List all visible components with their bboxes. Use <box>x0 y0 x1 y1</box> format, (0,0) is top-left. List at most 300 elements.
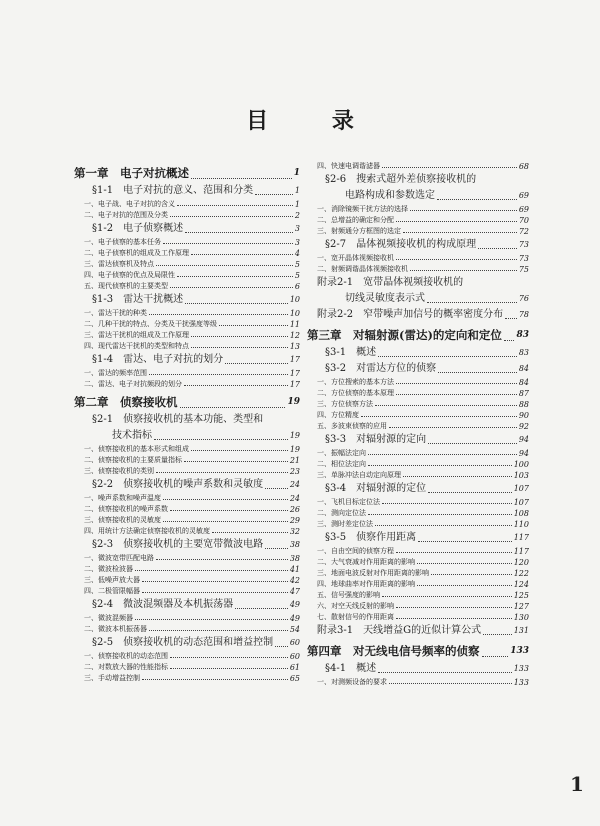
toc-entry-page: 26 <box>289 505 300 514</box>
toc-entry-title: 四、现代雷达干扰机的类型和特点 <box>84 342 189 350</box>
toc-entry-page: 23 <box>289 467 300 476</box>
dot-leader <box>396 383 517 384</box>
toc-entry-page: 13 <box>289 342 300 351</box>
toc-entry-item <box>307 546 529 557</box>
toc-entry-page: 73 <box>518 240 529 249</box>
toc-entry-sec <box>307 432 529 448</box>
toc-entry-item <box>307 497 529 508</box>
toc-entry-title: 一、侦察接收机的动态范围 <box>84 652 168 660</box>
toc-entry-item <box>74 379 300 390</box>
toc-entry-sec <box>307 361 529 377</box>
dot-leader <box>177 205 293 206</box>
dot-leader <box>170 668 288 669</box>
dot-leader <box>482 656 509 657</box>
toc-entry-item <box>74 308 300 319</box>
toc-entry-page: 49 <box>289 600 300 609</box>
toc-entry-page: 76 <box>518 294 529 303</box>
dot-leader <box>368 514 512 515</box>
toc-entry-page: 5 <box>294 260 300 269</box>
dot-leader <box>505 318 517 319</box>
dot-leader <box>504 340 515 341</box>
toc-entry-title: §1-3 雷达干扰概述 <box>92 294 184 305</box>
toc-entry-title: 二、电子侦察机的组成及工作原理 <box>84 249 189 257</box>
dot-leader <box>418 541 512 542</box>
toc-entry-item <box>307 388 529 399</box>
toc-entry-page: 133 <box>513 664 529 673</box>
toc-entry-title: 一、消除镜频干扰方法的选择 <box>317 205 408 213</box>
toc-entry-title: 三、手动增益控制 <box>84 674 140 682</box>
toc-entry-page: 60 <box>289 652 300 661</box>
toc-entry-title: §2-4 微波混频器及本机振荡器 <box>92 599 234 610</box>
toc-entry-page: 72 <box>518 227 529 236</box>
toc-entry-item <box>307 579 529 590</box>
toc-entry-title: 三、低噪声放大器 <box>84 576 140 584</box>
toc-entry-title: 附录2-2 窄带噪声加信号的概率密度分布 <box>317 309 504 320</box>
toc-entry-item <box>307 508 529 519</box>
toc-entry-page: 107 <box>513 498 529 507</box>
toc-entry-item <box>74 504 300 515</box>
toc-entry-chap <box>307 641 529 661</box>
toc-entry-sec <box>307 345 529 361</box>
toc-entry-title: §2-2 侦察接收机的噪声系数和灵敏度 <box>92 479 264 490</box>
toc-entry-title: 七、散射信号的作用距离 <box>317 613 394 621</box>
toc-left-column <box>74 161 300 684</box>
toc-entry-chap <box>307 325 529 345</box>
toc-entry-item <box>307 459 529 470</box>
toc-entry-page: 19 <box>289 431 300 440</box>
dot-leader <box>191 336 288 337</box>
dot-leader <box>154 439 288 440</box>
toc-entry-sec <box>74 221 300 237</box>
toc-entry-item <box>74 466 300 477</box>
toc-entry-title: 附录2-1 宽带晶体视频接收机的 <box>317 277 464 288</box>
dot-leader <box>403 232 517 233</box>
toc-entry-page: 24 <box>289 480 300 489</box>
toc-entry-title: 二、微波本机振荡器 <box>84 625 147 633</box>
toc-entry-page: 88 <box>518 400 529 409</box>
toc-entry-item <box>307 448 529 459</box>
toc-entry-cont <box>307 188 529 204</box>
toc-entry-title: 第二章 侦察接收机 <box>74 395 178 409</box>
toc-entry-item <box>74 613 300 624</box>
toc-entry-title: 二、大气衰减对作用距离的影响 <box>317 558 415 566</box>
toc-entry-title: §3-1 概述 <box>325 347 377 358</box>
toc-entry-title: 三、测时差定位法 <box>317 520 373 528</box>
toc-entry-sec <box>74 477 300 493</box>
toc-entry-title: §3-4 对辐射源的定位 <box>325 483 427 494</box>
toc-entry-page: 69 <box>518 205 529 214</box>
toc-entry-sec <box>307 172 529 188</box>
toc-entry-title: 一、微波混频器 <box>84 614 133 622</box>
toc-entry-title: 二、测向定位法 <box>317 509 366 517</box>
toc-entry-item <box>74 237 300 248</box>
toc-entry-page: 1 <box>294 186 300 195</box>
toc-entry-page: 84 <box>518 378 529 387</box>
dot-leader <box>156 265 293 266</box>
toc-entry-page: 47 <box>289 587 300 596</box>
dot-leader <box>428 492 512 493</box>
toc-entry-title: 四、快速电调谐滤器 <box>317 162 380 170</box>
toc-entry-title: 二、几种干扰的特点、分类及干扰强度等级 <box>84 320 217 328</box>
toc-entry-page: 92 <box>518 422 529 431</box>
toc-entry-page: 17 <box>289 369 300 378</box>
toc-entry-title: §2-5 侦察接收机的动态范围和增益控制 <box>92 637 274 648</box>
toc-entry-title: 一、电子侦察的基本任务 <box>84 238 161 246</box>
dot-leader <box>142 581 288 582</box>
toc-entry-item <box>307 590 529 601</box>
dot-leader <box>180 407 286 408</box>
toc-entry-page: 110 <box>513 520 529 529</box>
dot-leader <box>184 385 288 386</box>
toc-entry-title: §3-3 对辐射源的定向 <box>325 434 427 445</box>
toc-entry-title: §4-1 概述 <box>325 663 377 674</box>
toc-entry-sec <box>74 183 300 199</box>
dot-leader <box>185 232 293 233</box>
toc-entry-page: 41 <box>289 565 300 574</box>
toc-entry-title: 三、单脉冲法自动定向原理 <box>317 471 401 479</box>
dot-leader <box>427 302 517 303</box>
toc-entry-page: 122 <box>513 569 529 578</box>
toc-entry-item <box>74 248 300 259</box>
dot-leader <box>149 630 288 631</box>
dot-leader <box>212 532 288 533</box>
toc-entry-page: 133 <box>513 678 529 687</box>
toc-entry-item <box>74 493 300 504</box>
dot-leader <box>184 461 288 462</box>
dot-leader <box>431 574 512 575</box>
toc-entry-page: 10 <box>289 295 300 304</box>
toc-entry-title: 一、方位搜索的基本方法 <box>317 378 394 386</box>
toc-entry-item <box>74 341 300 352</box>
toc-entry-appx <box>307 623 529 639</box>
toc-entry-title: §1-1 电子对抗的意义、范围和分类 <box>92 185 254 196</box>
toc-entry-page: 107 <box>513 484 529 493</box>
toc-entry-sec <box>307 481 529 497</box>
dot-leader <box>191 178 292 179</box>
dot-leader <box>428 443 517 444</box>
toc-entry-item <box>74 515 300 526</box>
dot-leader <box>478 248 517 249</box>
toc-entry-title: 四、用统计方法确定侦察接收机的灵敏度 <box>84 527 210 535</box>
dot-leader <box>235 608 288 609</box>
dot-leader <box>410 270 517 271</box>
toc-entry-item <box>307 399 529 410</box>
toc-entry-title: §2-3 侦察接收机的主要宽带微波电路 <box>92 539 264 550</box>
toc-entry-page: 5 <box>294 271 300 280</box>
dot-leader <box>378 672 512 673</box>
dot-leader <box>265 488 288 489</box>
toc-entry-title: 二、总增益的确定和分配 <box>317 216 394 224</box>
toc-entry-title: 一、侦察接收机的基本形式和组成 <box>84 445 189 453</box>
dot-leader <box>368 454 517 455</box>
toc-entry-page: 65 <box>289 674 300 683</box>
dot-leader <box>156 472 288 473</box>
toc-entry-item <box>307 226 529 237</box>
toc-entry-page: 1 <box>293 168 300 178</box>
dot-leader <box>225 363 288 364</box>
toc-entry-title: §2-6 搜索式超外差侦察接收机的 <box>325 174 477 185</box>
toc-entry-item <box>74 586 300 597</box>
toc-entry-page: 108 <box>513 509 529 518</box>
dot-leader <box>163 499 288 500</box>
toc-entry-sec <box>307 661 529 677</box>
dot-leader <box>361 416 517 417</box>
toc-entry-title: 三、雷达侦察机及特点 <box>84 260 154 268</box>
toc-entry-item <box>307 568 529 579</box>
toc-entry-title: 四、方位精度 <box>317 411 359 419</box>
toc-entry-page: 127 <box>513 602 529 611</box>
toc-entry-title: 三、地面电波反射对作用距离的影响 <box>317 569 429 577</box>
toc-entry-item <box>74 270 300 281</box>
toc-entry-cont <box>307 291 529 307</box>
dot-leader <box>396 552 512 553</box>
toc-entry-page: 68 <box>518 162 529 171</box>
dot-leader <box>417 585 512 586</box>
toc-entry-title: 一、振幅法定向 <box>317 449 366 457</box>
dot-leader <box>163 521 288 522</box>
toc-entry-title: 一、噪声系数和噪声温度 <box>84 494 161 502</box>
toc-entry-title: 技术指标 <box>112 430 152 441</box>
toc-entry-page: 17 <box>289 355 300 364</box>
dot-leader <box>255 194 293 195</box>
dot-leader <box>163 243 293 244</box>
toc-entry-title: 三、侦察接收机的类别 <box>84 467 154 475</box>
dot-leader <box>191 347 288 348</box>
toc-entry-title: 三、方位侦察方法 <box>317 400 373 408</box>
toc-entry-title: 二、雷达、电子对抗频段的划分 <box>84 380 182 388</box>
toc-entry-sec <box>307 530 529 546</box>
dot-leader <box>410 210 517 211</box>
toc-entry-item <box>307 377 529 388</box>
toc-entry-page: 12 <box>289 331 300 340</box>
toc-entry-title: 四、二极管限幅器 <box>84 587 140 595</box>
toc-entry-page: 90 <box>518 411 529 420</box>
toc-entry-item <box>74 651 300 662</box>
toc-entry-appx <box>307 275 529 291</box>
toc-entry-title: 五、现代侦察机的主要类型 <box>84 282 168 290</box>
toc-entry-page: 60 <box>289 638 300 647</box>
toc-entry-title: 二、微波检波器 <box>84 565 133 573</box>
dot-leader <box>265 548 288 549</box>
dot-leader <box>142 592 288 593</box>
page-title: 目 录 <box>246 108 382 134</box>
toc-entry-page: 125 <box>513 591 529 600</box>
dot-leader <box>149 314 288 315</box>
dot-leader <box>396 221 517 222</box>
toc-entry-item <box>307 557 529 568</box>
dot-leader <box>375 405 517 406</box>
dot-leader <box>185 303 288 304</box>
toc-entry-item <box>74 210 300 221</box>
toc-entry-page: 117 <box>513 547 529 556</box>
toc-entry-page: 94 <box>518 435 529 444</box>
toc-entry-item <box>307 612 529 623</box>
toc-entry-page: 130 <box>513 613 529 622</box>
toc-entry-page: 54 <box>289 625 300 634</box>
toc-right-column <box>307 161 529 688</box>
toc-entry-item <box>74 526 300 537</box>
toc-entry-title: §2-7 晶体视频接收机的构成原理 <box>325 239 477 250</box>
toc-entry-title: 电路构成和参数选定 <box>345 190 435 201</box>
toc-entry-item <box>307 410 529 421</box>
dot-leader <box>170 510 288 511</box>
toc-entry-page: 21 <box>289 456 300 465</box>
dot-leader <box>142 679 288 680</box>
dot-leader <box>177 276 293 277</box>
toc-entry-chap <box>74 163 300 183</box>
toc-entry-item <box>74 199 300 210</box>
toc-entry-item <box>307 264 529 275</box>
toc-entry-appx <box>307 307 529 323</box>
toc-entry-title: 六、对空天线反射的影响 <box>317 602 394 610</box>
toc-entry-item <box>307 253 529 264</box>
toc-entry-title: 五、信号强度的影响 <box>317 591 380 599</box>
toc-entry-title: 一、飞机目标定位法 <box>317 498 380 506</box>
toc-entry-item <box>307 161 529 172</box>
toc-entry-page: 11 <box>289 320 300 329</box>
toc-entry-page: 6 <box>294 282 300 291</box>
dot-leader <box>135 619 288 620</box>
toc-entry-item <box>74 662 300 673</box>
toc-entry-title: 三、射频通分方框图的选定 <box>317 227 401 235</box>
toc-entry-item <box>74 259 300 270</box>
dot-leader <box>483 634 512 635</box>
toc-entry-chap <box>74 392 300 412</box>
toc-entry-page: 29 <box>289 516 300 525</box>
toc-entry-title: 二、侦察接收机的噪声系数 <box>84 505 168 513</box>
toc-entry-item <box>74 281 300 292</box>
toc-entry-page: 3 <box>294 224 300 233</box>
toc-entry-title: 二、射频调谐晶体视频接收机 <box>317 265 408 273</box>
dot-leader <box>382 167 517 168</box>
toc-entry-page: 4 <box>294 249 300 258</box>
toc-entry-page: 2 <box>294 211 300 220</box>
toc-entry-title: §1-4 雷达、电子对抗的划分 <box>92 354 224 365</box>
toc-entry-page: 83 <box>518 348 529 357</box>
toc-entry-cont <box>74 428 300 444</box>
dot-leader <box>191 254 293 255</box>
toc-entry-page: 133 <box>510 646 529 656</box>
toc-entry-title: 二、电子对抗的范围及分类 <box>84 211 168 219</box>
toc-entry-item <box>74 319 300 330</box>
toc-entry-page: 100 <box>513 460 529 469</box>
dot-leader <box>396 618 512 619</box>
toc-entry-page: 120 <box>513 558 529 567</box>
toc-entry-item <box>307 215 529 226</box>
dot-leader <box>368 465 512 466</box>
toc-entry-page: 61 <box>289 663 300 672</box>
dot-leader <box>389 427 517 428</box>
toc-entry-sec <box>74 292 300 308</box>
toc-entry-sec <box>74 635 300 651</box>
toc-entry-item <box>74 368 300 379</box>
dot-leader <box>382 596 512 597</box>
dot-leader <box>417 563 512 564</box>
dot-leader <box>396 607 512 608</box>
dot-leader <box>403 476 512 477</box>
toc-entry-page: 17 <box>289 380 300 389</box>
toc-entry-page: 131 <box>513 626 529 635</box>
dot-leader <box>382 503 512 504</box>
toc-entry-page: 94 <box>518 449 529 458</box>
toc-entry-title: 二、侦察接收机的主要质量指标 <box>84 456 182 464</box>
dot-leader <box>135 570 288 571</box>
toc-entry-page: 103 <box>513 471 529 480</box>
toc-entry-title: 一、宽开晶体视频接收机 <box>317 254 394 262</box>
toc-entry-page: 69 <box>518 191 529 200</box>
toc-entry-title: §2-1 侦察接收机的基本功能、类型和 <box>92 414 264 425</box>
toc-entry-title: 第四章 对无线电信号频率的侦察 <box>307 644 480 658</box>
toc-entry-page: 70 <box>518 216 529 225</box>
toc-entry-page: 38 <box>289 554 300 563</box>
toc-entry-page: 117 <box>513 533 529 542</box>
toc-entry-title: §3-5 侦察作用距离 <box>325 532 417 543</box>
toc-entry-title: §1-2 电子侦察概述 <box>92 223 184 234</box>
toc-entry-item <box>74 673 300 684</box>
toc-entry-title: 五、多波束侦察的应用 <box>317 422 387 430</box>
toc-entry-page: 1 <box>294 200 300 209</box>
toc-entry-item <box>74 553 300 564</box>
toc-entry-sec <box>74 352 300 368</box>
dot-leader <box>149 374 288 375</box>
toc-entry-item <box>74 624 300 635</box>
toc-entry-page: 3 <box>294 238 300 247</box>
toc-entry-title: 切线灵敏度表示式 <box>345 293 425 304</box>
dot-leader <box>219 325 288 326</box>
toc-entry-item <box>307 204 529 215</box>
toc-entry-item <box>74 455 300 466</box>
dot-leader <box>378 356 517 357</box>
toc-entry-sec <box>74 537 300 553</box>
toc-entry-title: 三、雷达干扰机的组成及工作原理 <box>84 331 189 339</box>
toc-entry-title: §3-2 对雷达方位的侦察 <box>325 363 437 374</box>
toc-entry-page: 75 <box>518 265 529 274</box>
toc-entry-title: 一、微波宽带匹配电路 <box>84 554 154 562</box>
dot-leader <box>191 450 288 451</box>
toc-entry-item <box>307 470 529 481</box>
toc-entry-title: 一、雷达的频率范围 <box>84 369 147 377</box>
toc-entry-title: 三、侦察接收机的灵敏度 <box>84 516 161 524</box>
dot-leader <box>170 287 293 288</box>
dot-leader <box>438 372 517 373</box>
toc-entry-item <box>307 677 529 688</box>
dot-leader <box>170 216 293 217</box>
toc-entry-title: 二、对数放大器的性能指标 <box>84 663 168 671</box>
dot-leader <box>389 683 512 684</box>
dot-leader <box>396 259 517 260</box>
toc-entry-item <box>307 519 529 530</box>
toc-entry-item <box>307 601 529 612</box>
toc-entry-sec <box>307 237 529 253</box>
toc-entry-item <box>74 575 300 586</box>
toc-entry-page: 84 <box>518 364 529 373</box>
toc-entry-sec <box>74 597 300 613</box>
toc-entry-page: 10 <box>289 309 300 318</box>
toc-entry-item <box>74 444 300 455</box>
toc-entry-title: 一、自由空间的侦察方程 <box>317 547 394 555</box>
toc-entry-page: 42 <box>289 576 300 585</box>
toc-entry-sec <box>74 412 300 428</box>
toc-entry-page: 32 <box>289 527 300 536</box>
dot-leader <box>396 394 517 395</box>
dot-leader <box>275 646 288 647</box>
toc-entry-page: 87 <box>518 389 529 398</box>
toc-entry-page: 24 <box>289 494 300 503</box>
toc-entry-page: 19 <box>287 397 300 407</box>
toc-entry-title: 一、对测频设备的要求 <box>317 678 387 686</box>
toc-entry-item <box>74 564 300 575</box>
dot-leader <box>156 559 288 560</box>
